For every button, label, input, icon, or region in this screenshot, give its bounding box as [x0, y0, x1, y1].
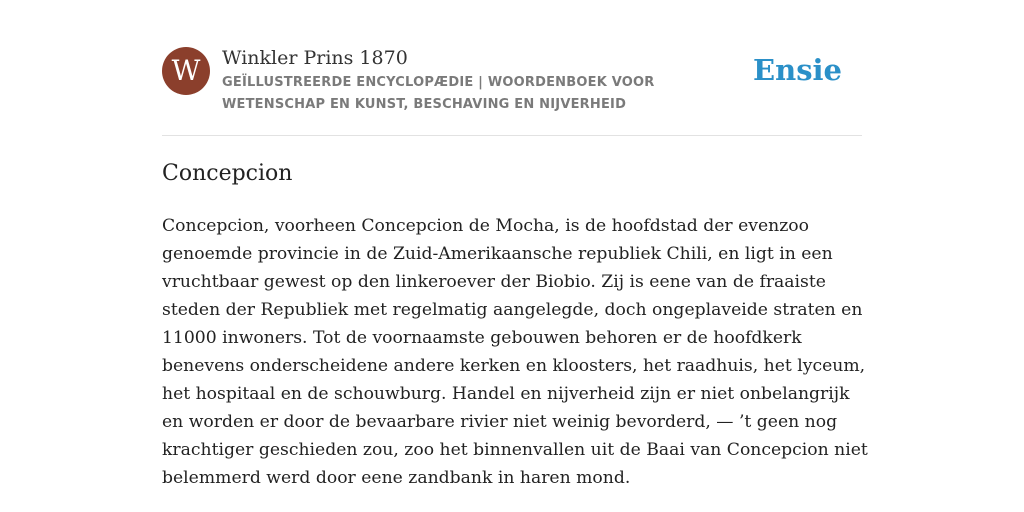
header-divider: [162, 135, 862, 136]
source-avatar[interactable]: W: [162, 47, 210, 95]
ensie-logo-link[interactable]: Ensie: [753, 53, 842, 87]
entry-body: Concepcion, voorheen Concepcion de Mocha, is de hoofdstad der evenzoo genoemde provincie in de Zuid-Amerikaansche republiek Chili, en ligt in een vruchtbaar gewest op den linkeroever der Biobio. Zij is eene van de fraaiste steden der Republiek met regelmatig aangelegde, doch ongeplaveide straten en 11000 inwoners. Tot de voornaamste gebouwen behoren er de hoofdkerk benevens onderscheidene andere kerken en kloosters, het raadhuis, het lyceum, het hospitaal en de schouwburg. Handel en nijverheid zijn er niet onbelangrijk en worden er door de bevaarbare rivier niet weinig bevorderd, — ’t geen nog krachtiger geschieden zou, zoo het binnenvallen uit de Baai van Concepcion niet belemmerd werd door eene zandbank in haren mond.: [162, 216, 868, 488]
source-header: [162, 44, 862, 136]
source-title[interactable]: Winkler Prins 1870: [222, 47, 408, 69]
source-subtitle: GEÏLLUSTREERDE ENCYCLOPÆDIE | WOORDENBOEK VOOR WETENSCHAP EN KUNST, BESCHAVING EN NIJVERHEID: [222, 75, 655, 112]
entry-title: Concepcion: [162, 161, 293, 186]
